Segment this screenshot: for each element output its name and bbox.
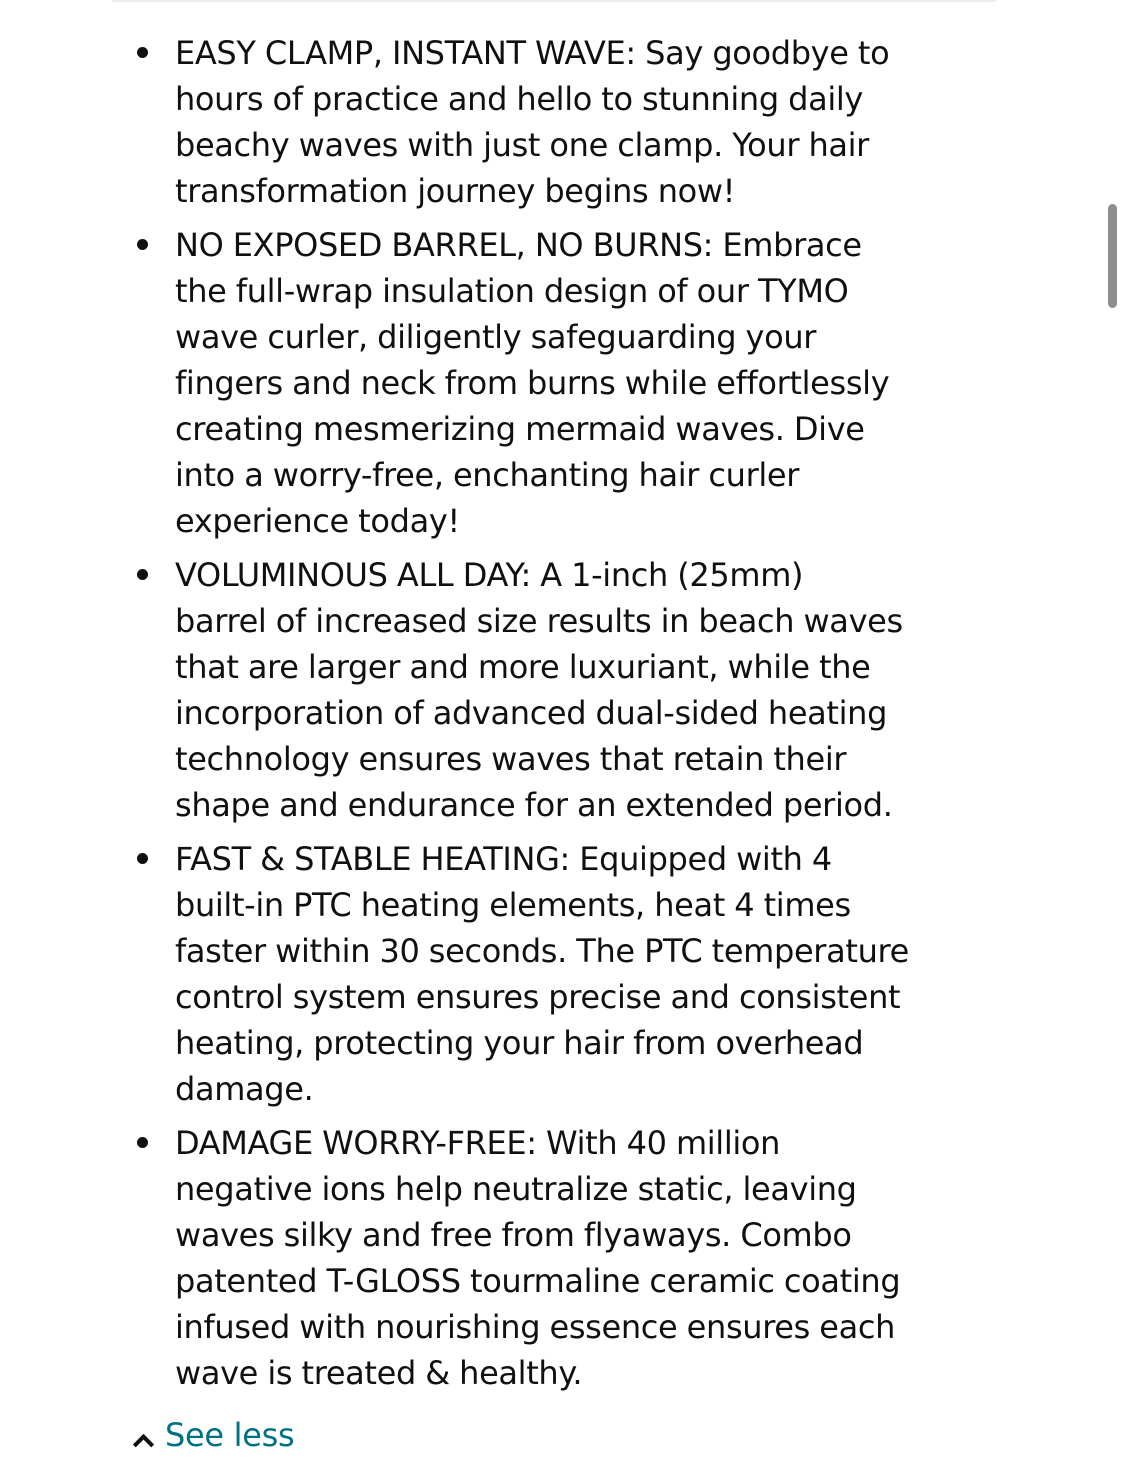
bullet-line: transformation journey begins now!	[175, 172, 736, 210]
bullet-line: patented T-GLOSS tourmaline ceramic coating	[175, 1262, 901, 1300]
bullet-line: incorporation of advanced dual-sided heating	[175, 694, 888, 732]
see-less-link[interactable]	[136, 1412, 294, 1458]
feature-bullet-list	[133, 30, 959, 1396]
bullet-line: DAMAGE WORRY-FREE: With 40 million	[175, 1124, 781, 1162]
bullet-dot-icon	[137, 853, 148, 864]
bullet-line: EASY CLAMP, INSTANT WAVE: Say goodbye to	[175, 34, 890, 72]
bullet-line: infused with nourishing essence ensures each	[175, 1308, 896, 1346]
bullet-line: FAST & STABLE HEATING: Equipped with 4	[175, 840, 832, 878]
bullet-dot-icon	[137, 47, 148, 58]
bullet-line: fingers and neck from burns while effortlessly	[175, 364, 890, 402]
bullet-dot-icon	[137, 239, 148, 250]
bullet-line: hours of practice and hello to stunning daily	[175, 80, 864, 118]
bullet-line: into a worry-free, enchanting hair curler	[175, 456, 800, 494]
bullet-line: faster within 30 seconds. The PTC temperature	[175, 932, 909, 970]
bullet-line: wave curler, diligently safeguarding your	[175, 318, 817, 356]
bullet-line: control system ensures precise and consistent	[175, 978, 901, 1016]
feature-bullet-easy-clamp	[133, 30, 959, 214]
feature-bullet-voluminous	[133, 552, 959, 828]
bullet-line: the full-wrap insulation design of our TYMO	[175, 272, 849, 310]
bullet-line: shape and endurance for an extended period.	[175, 786, 893, 824]
bullet-line: damage.	[175, 1070, 314, 1108]
bullet-line: technology ensures waves that retain their	[175, 740, 847, 778]
bullet-line: VOLUMINOUS ALL DAY: A 1-inch (25mm)	[175, 556, 804, 594]
bullet-line: that are larger and more luxuriant, while the	[175, 648, 871, 686]
bullet-line: experience today!	[175, 502, 460, 540]
bullet-line: heating, protecting your hair from overhead	[175, 1024, 864, 1062]
bullet-line: negative ions help neutralize static, leaving	[175, 1170, 857, 1208]
bullet-line: waves silky and free from flyaways. Combo	[175, 1216, 852, 1254]
bullet-line: NO EXPOSED BARREL, NO BURNS: Embrace	[175, 226, 862, 264]
bullet-line: wave is treated & healthy.	[175, 1354, 583, 1392]
bullet-line: creating mesmerizing mermaid waves. Dive	[175, 410, 865, 448]
feature-bullet-no-burns	[133, 222, 959, 544]
top-divider	[112, 0, 996, 2]
bullet-line: beachy waves with just one clamp. Your hair	[175, 126, 869, 164]
feature-bullet-damage-free	[133, 1120, 959, 1396]
feature-bullet-fast-heating	[133, 836, 959, 1112]
chevron-up-icon	[133, 1433, 154, 1454]
see-less-label: See less	[165, 1416, 295, 1454]
bullet-line: barrel of increased size results in beach waves	[175, 602, 903, 640]
bullet-dot-icon	[137, 569, 148, 580]
bullet-line: built-in PTC heating elements, heat 4 times	[175, 886, 851, 924]
bullet-dot-icon	[137, 1137, 148, 1148]
scrollbar-thumb[interactable]	[1108, 204, 1117, 308]
